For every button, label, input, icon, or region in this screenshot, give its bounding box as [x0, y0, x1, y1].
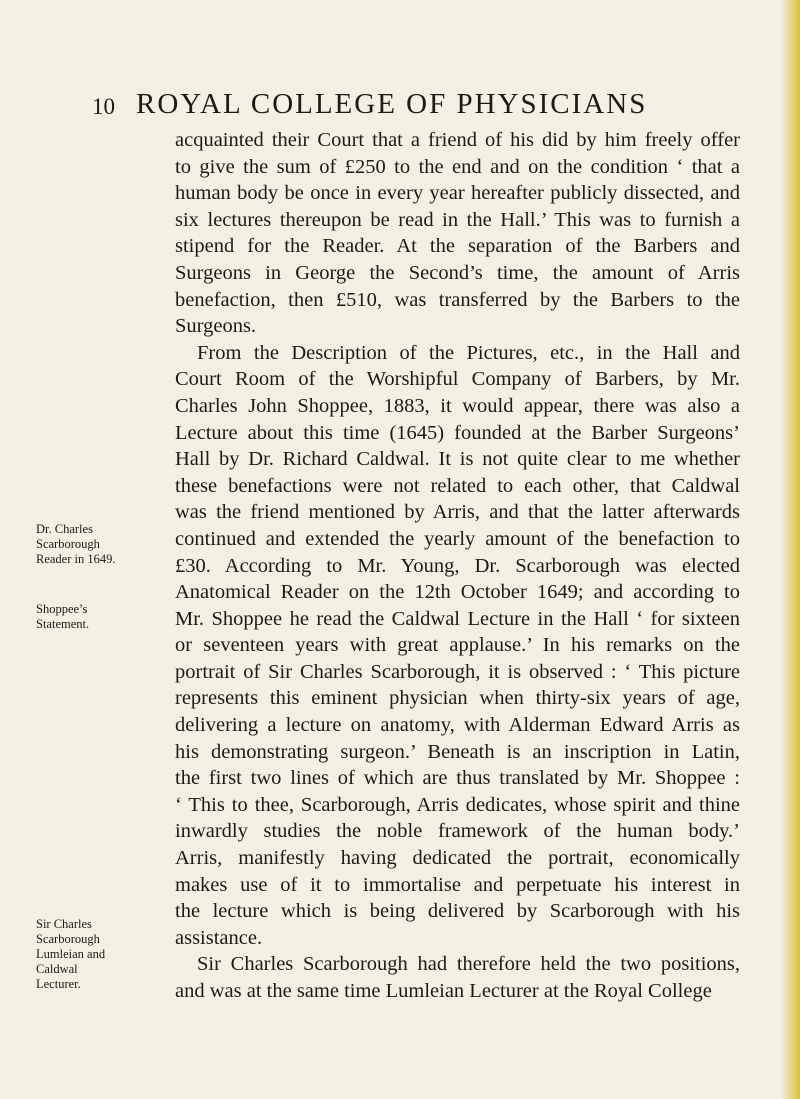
body-line: portrait of Sir Charles Scarborough, it is observed : ‘ This picture — [175, 660, 740, 683]
body-line: represents this eminent physician when thirty-six years of age, — [175, 687, 740, 710]
body-line: Court Room of the Worshipful Company of Barbers, by Mr. — [175, 368, 740, 391]
body-line: the lecture which is being delivered by Scarborough with his — [175, 900, 740, 923]
body-line: ‘ This to thee, Scarborough, Arris dedicates, whose spirit and thine — [175, 793, 740, 816]
page-number: 10 — [92, 94, 115, 119]
body-line: inwardly studies the noble framework of the human body.’ — [175, 820, 740, 843]
body-line: benefaction, then £510, was transferred by the Barbers to the — [175, 288, 740, 311]
body-line: his demonstrating surgeon.’ Beneath is an inscription in Latin, — [175, 740, 740, 763]
body-line: Anatomical Reader on the 12th October 1649; and according to — [175, 581, 740, 604]
page-edge-tint — [782, 0, 800, 1099]
margin-note-line: Scarborough — [36, 537, 100, 551]
margin-note-line: Sir Charles — [36, 917, 92, 931]
margin-note-shoppee-statement — [36, 602, 172, 632]
body-line: stipend for the Reader. At the separation of the Barbers and — [175, 235, 740, 258]
body-line: assistance. — [175, 926, 263, 949]
body-line: to give the sum of £250 to the end and on the condition ‘ that a — [175, 155, 740, 178]
margin-note-line: Lecturer. — [36, 977, 81, 991]
body-text — [175, 127, 740, 1005]
body-line: £30. According to Mr. Young, Dr. Scarborough was elected — [175, 554, 740, 577]
body-line: Arris, manifestly having dedicated the portrait, economically — [175, 847, 740, 870]
margin-note-line: Caldwal — [36, 962, 78, 976]
running-title: ROYAL COLLEGE OF PHYSICIANS — [136, 88, 648, 120]
margin-note-line: Scarborough — [36, 932, 100, 946]
body-line: was the friend mentioned by Arris, and that the latter afterwards — [175, 501, 740, 524]
body-line: Mr. Shoppee he read the Caldwal Lecture in the Hall ‘ for sixteen — [175, 607, 740, 630]
body-line: Lecture about this time (1645) founded at the Barber Surgeons’ — [175, 421, 740, 444]
body-line: and was at the same time Lumleian Lecturer at the Royal College — [175, 980, 712, 1002]
body-line: human body be once in every year hereafter publicly dissected, and — [175, 182, 740, 205]
body-line: acquainted their Court that a friend of his did by him freely offer — [175, 129, 740, 151]
body-line: From the Description of the Pictures, etc., in the Hall and — [197, 341, 740, 364]
body-line: or seventeen years with great applause.’ In his remarks on the — [175, 634, 740, 657]
body-line: Surgeons. — [175, 315, 257, 338]
margin-note-line: Shoppee’s — [36, 602, 88, 616]
body-line: makes use of it to immortalise and perpetuate his interest in — [175, 873, 740, 896]
body-line: the first two lines of which are thus translated by Mr. Shoppee : — [175, 767, 740, 790]
margin-note-scarborough-reader — [36, 522, 172, 567]
body-line: Hall by Dr. Richard Caldwal. It is not quite clear to me whether — [175, 448, 740, 471]
body-line: continued and extended the yearly amount of the benefaction to — [175, 527, 740, 550]
margin-note-lumleian-lecturer — [36, 917, 172, 992]
margin-note-line: Reader in 1649. — [36, 552, 116, 566]
margin-note-line: Lumleian and — [36, 947, 106, 961]
body-line: delivering a lecture on anatomy, with Alderman Edward Arris as — [175, 714, 740, 737]
body-line: Sir Charles Scarborough had therefore held the two positions, — [197, 953, 740, 976]
body-line: six lectures thereupon be read in the Hall.’ This was to furnish a — [175, 208, 740, 231]
margin-note-line: Statement. — [36, 617, 90, 631]
margin-note-line: Dr. Charles — [36, 522, 93, 536]
body-line: Charles John Shoppee, 1883, it would appear, there was also a — [175, 394, 740, 417]
running-header — [92, 88, 712, 128]
body-line: Surgeons in George the Second’s time, the amount of Arris — [175, 261, 740, 284]
body-line: these benefactions were not related to each other, that Caldwal — [175, 474, 740, 497]
